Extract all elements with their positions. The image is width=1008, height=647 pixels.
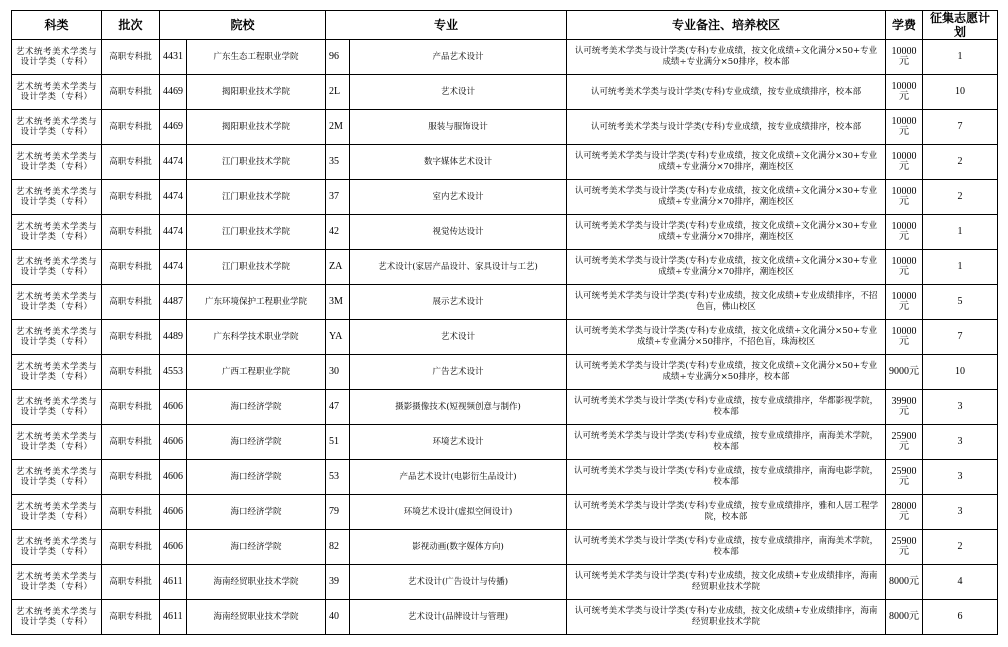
major-name-cell: 环境艺术设计(虚拟空间设计) <box>350 495 567 530</box>
major-name-cell: 广告艺术设计 <box>350 355 567 390</box>
header-fee: 学费 <box>886 11 923 40</box>
plan-count-cell: 5 <box>923 285 998 320</box>
school-name-cell: 海南经贸职业技术学院 <box>187 600 326 635</box>
category-cell: 艺术统考美术学类与设计学类（专科） <box>12 530 102 565</box>
school-name-cell: 揭阳职业技术学院 <box>187 110 326 145</box>
header-plan: 征集志愿计划 <box>923 11 998 40</box>
table-row <box>12 425 998 460</box>
plan-count-cell: 3 <box>923 495 998 530</box>
plan-count-cell: 3 <box>923 425 998 460</box>
plan-count-cell: 1 <box>923 40 998 75</box>
tuition-fee-cell: 39900元 <box>886 390 923 425</box>
batch-cell: 高职专科批 <box>102 180 160 215</box>
category-cell: 艺术统考美术学类与设计学类（专科） <box>12 40 102 75</box>
major-code-cell: 35 <box>326 145 350 180</box>
tuition-fee-cell: 9000元 <box>886 355 923 390</box>
school-code-cell: 4487 <box>160 285 187 320</box>
plan-count-cell: 3 <box>923 460 998 495</box>
major-code-cell: YA <box>326 320 350 355</box>
table-body <box>12 40 998 635</box>
plan-count-cell: 2 <box>923 530 998 565</box>
school-name-cell: 揭阳职业技术学院 <box>187 75 326 110</box>
plan-count-cell: 7 <box>923 320 998 355</box>
category-cell: 艺术统考美术学类与设计学类（专科） <box>12 355 102 390</box>
major-code-cell: 2M <box>326 110 350 145</box>
plan-count-cell: 1 <box>923 250 998 285</box>
major-name-cell: 环境艺术设计 <box>350 425 567 460</box>
category-cell: 艺术统考美术学类与设计学类（专科） <box>12 390 102 425</box>
tuition-fee-cell: 10000元 <box>886 320 923 355</box>
major-note-cell: 认可统考美术学类与设计学类(专科)专业成绩，按文化成绩÷文化满分×50+专业成绩÷专业满分×50排序，不招色盲，珠海校区 <box>567 320 886 355</box>
plan-count-cell: 3 <box>923 390 998 425</box>
school-code-cell: 4431 <box>160 40 187 75</box>
major-code-cell: 79 <box>326 495 350 530</box>
plan-count-cell: 2 <box>923 145 998 180</box>
major-code-cell: ZA <box>326 250 350 285</box>
batch-cell: 高职专科批 <box>102 285 160 320</box>
major-code-cell: 30 <box>326 355 350 390</box>
category-cell: 艺术统考美术学类与设计学类（专科） <box>12 180 102 215</box>
plan-count-cell: 6 <box>923 600 998 635</box>
major-code-cell: 51 <box>326 425 350 460</box>
table-header-row <box>12 11 998 40</box>
table-row <box>12 40 998 75</box>
major-note-cell: 认可统考美术学类与设计学类(专科)专业成绩，按文化成绩÷文化满分×30+专业成绩÷专业满分×70排序，潮连校区 <box>567 180 886 215</box>
school-code-cell: 4474 <box>160 180 187 215</box>
batch-cell: 高职专科批 <box>102 565 160 600</box>
tuition-fee-cell: 10000元 <box>886 180 923 215</box>
tuition-fee-cell: 10000元 <box>886 285 923 320</box>
table-row <box>12 320 998 355</box>
major-note-cell: 认可统考美术学类与设计学类(专科)专业成绩，按文化成绩÷文化满分×30+专业成绩÷专业满分×70排序，潮连校区 <box>567 145 886 180</box>
batch-cell: 高职专科批 <box>102 460 160 495</box>
table-row <box>12 215 998 250</box>
major-note-cell: 认可统考美术学类与设计学类(专科)专业成绩，按专业成绩排序，南海美术学院，校本部 <box>567 530 886 565</box>
school-code-cell: 4474 <box>160 215 187 250</box>
header-batch: 批次 <box>102 11 160 40</box>
major-note-cell: 认可统考美术学类与设计学类(专科)专业成绩，按文化成绩÷文化满分×50+专业成绩÷专业满分×50排序，校本部 <box>567 355 886 390</box>
category-cell: 艺术统考美术学类与设计学类（专科） <box>12 495 102 530</box>
school-code-cell: 4611 <box>160 565 187 600</box>
school-name-cell: 海口经济学院 <box>187 425 326 460</box>
major-name-cell: 展示艺术设计 <box>350 285 567 320</box>
table-row <box>12 110 998 145</box>
major-note-cell: 认可统考美术学类与设计学类(专科)专业成绩，按专业成绩排序，华都影视学院，校本部 <box>567 390 886 425</box>
school-code-cell: 4489 <box>160 320 187 355</box>
major-name-cell: 室内艺术设计 <box>350 180 567 215</box>
header-category: 科类 <box>12 11 102 40</box>
major-code-cell: 82 <box>326 530 350 565</box>
major-code-cell: 3M <box>326 285 350 320</box>
plan-count-cell: 10 <box>923 75 998 110</box>
batch-cell: 高职专科批 <box>102 215 160 250</box>
tuition-fee-cell: 8000元 <box>886 565 923 600</box>
major-note-cell: 认可统考美术学类与设计学类(专科)专业成绩，按文化成绩+专业成绩排序，海南经贸职业技术学院 <box>567 600 886 635</box>
major-note-cell: 认可统考美术学类与设计学类(专科)专业成绩，按文化成绩÷文化满分×50+专业成绩÷专业满分×50排序，校本部 <box>567 40 886 75</box>
header-major: 专业 <box>326 11 567 40</box>
school-name-cell: 江门职业技术学院 <box>187 180 326 215</box>
tuition-fee-cell: 25900元 <box>886 460 923 495</box>
major-name-cell: 影视动画(数字媒体方向) <box>350 530 567 565</box>
category-cell: 艺术统考美术学类与设计学类（专科） <box>12 600 102 635</box>
school-name-cell: 江门职业技术学院 <box>187 145 326 180</box>
school-name-cell: 海南经贸职业技术学院 <box>187 565 326 600</box>
major-code-cell: 53 <box>326 460 350 495</box>
major-name-cell: 产品艺术设计(电影衍生品设计) <box>350 460 567 495</box>
major-name-cell: 产品艺术设计 <box>350 40 567 75</box>
batch-cell: 高职专科批 <box>102 250 160 285</box>
table-row <box>12 250 998 285</box>
tuition-fee-cell: 28000元 <box>886 495 923 530</box>
category-cell: 艺术统考美术学类与设计学类（专科） <box>12 565 102 600</box>
major-code-cell: 40 <box>326 600 350 635</box>
batch-cell: 高职专科批 <box>102 40 160 75</box>
school-code-cell: 4469 <box>160 110 187 145</box>
school-code-cell: 4474 <box>160 250 187 285</box>
major-name-cell: 艺术设计(广告设计与传播) <box>350 565 567 600</box>
plan-count-cell: 2 <box>923 180 998 215</box>
tuition-fee-cell: 25900元 <box>886 530 923 565</box>
tuition-fee-cell: 8000元 <box>886 600 923 635</box>
school-name-cell: 海口经济学院 <box>187 530 326 565</box>
school-name-cell: 广东环境保护工程职业学院 <box>187 285 326 320</box>
major-note-cell: 认可统考美术学类与设计学类(专科)专业成绩，按文化成绩+专业成绩排序，不招色盲，佛山校区 <box>567 285 886 320</box>
major-name-cell: 艺术设计 <box>350 320 567 355</box>
plan-count-cell: 7 <box>923 110 998 145</box>
tuition-fee-cell: 10000元 <box>886 250 923 285</box>
category-cell: 艺术统考美术学类与设计学类（专科） <box>12 215 102 250</box>
table-row <box>12 460 998 495</box>
school-name-cell: 江门职业技术学院 <box>187 215 326 250</box>
tuition-fee-cell: 10000元 <box>886 110 923 145</box>
batch-cell: 高职专科批 <box>102 600 160 635</box>
school-code-cell: 4606 <box>160 495 187 530</box>
header-school: 院校 <box>160 11 326 40</box>
school-code-cell: 4606 <box>160 425 187 460</box>
table-row <box>12 530 998 565</box>
batch-cell: 高职专科批 <box>102 145 160 180</box>
category-cell: 艺术统考美术学类与设计学类（专科） <box>12 425 102 460</box>
school-name-cell: 广东生态工程职业学院 <box>187 40 326 75</box>
batch-cell: 高职专科批 <box>102 110 160 145</box>
major-name-cell: 艺术设计(品牌设计与管理) <box>350 600 567 635</box>
major-note-cell: 认可统考美术学类与设计学类(专科)专业成绩，按文化成绩÷文化满分×30+专业成绩÷专业满分×70排序，潮连校区 <box>567 215 886 250</box>
table-row <box>12 285 998 320</box>
school-code-cell: 4469 <box>160 75 187 110</box>
major-code-cell: 42 <box>326 215 350 250</box>
major-note-cell: 认可统考美术学类与设计学类(专科)专业成绩，按文化成绩÷文化满分×30+专业成绩÷专业满分×70排序，潮连校区 <box>567 250 886 285</box>
plan-count-cell: 4 <box>923 565 998 600</box>
category-cell: 艺术统考美术学类与设计学类（专科） <box>12 145 102 180</box>
major-code-cell: 2L <box>326 75 350 110</box>
admission-table-document <box>11 10 997 635</box>
batch-cell: 高职专科批 <box>102 425 160 460</box>
category-cell: 艺术统考美术学类与设计学类（专科） <box>12 460 102 495</box>
major-code-cell: 47 <box>326 390 350 425</box>
batch-cell: 高职专科批 <box>102 390 160 425</box>
batch-cell: 高职专科批 <box>102 320 160 355</box>
tuition-fee-cell: 25900元 <box>886 425 923 460</box>
major-name-cell: 艺术设计 <box>350 75 567 110</box>
major-code-cell: 37 <box>326 180 350 215</box>
table-row <box>12 145 998 180</box>
category-cell: 艺术统考美术学类与设计学类（专科） <box>12 110 102 145</box>
header-note: 专业备注、培养校区 <box>567 11 886 40</box>
tuition-fee-cell: 10000元 <box>886 75 923 110</box>
school-name-cell: 广东科学技术职业学院 <box>187 320 326 355</box>
table-row <box>12 75 998 110</box>
school-name-cell: 广西工程职业学院 <box>187 355 326 390</box>
major-note-cell: 认可统考美术学类与设计学类(专科)专业成绩，按专业成绩排序，南海美术学院，校本部 <box>567 425 886 460</box>
tuition-fee-cell: 10000元 <box>886 145 923 180</box>
school-name-cell: 海口经济学院 <box>187 495 326 530</box>
school-code-cell: 4474 <box>160 145 187 180</box>
major-note-cell: 认可统考美术学类与设计学类(专科)专业成绩，按专业成绩排序，雅和人居工程学院，校本部 <box>567 495 886 530</box>
school-code-cell: 4606 <box>160 530 187 565</box>
major-name-cell: 服装与服饰设计 <box>350 110 567 145</box>
table-row <box>12 390 998 425</box>
batch-cell: 高职专科批 <box>102 75 160 110</box>
major-note-cell: 认可统考美术学类与设计学类(专科)专业成绩，按文化成绩+专业成绩排序，海南经贸职业技术学院 <box>567 565 886 600</box>
category-cell: 艺术统考美术学类与设计学类（专科） <box>12 285 102 320</box>
table-row <box>12 565 998 600</box>
batch-cell: 高职专科批 <box>102 530 160 565</box>
major-name-cell: 数字媒体艺术设计 <box>350 145 567 180</box>
table-row <box>12 600 998 635</box>
school-name-cell: 海口经济学院 <box>187 390 326 425</box>
plan-count-cell: 1 <box>923 215 998 250</box>
school-code-cell: 4606 <box>160 390 187 425</box>
school-code-cell: 4606 <box>160 460 187 495</box>
major-name-cell: 摄影摄像技术(短视频创意与制作) <box>350 390 567 425</box>
major-name-cell: 艺术设计(家居产品设计、家具设计与工艺) <box>350 250 567 285</box>
table-row <box>12 495 998 530</box>
major-note-cell: 认可统考美术学类与设计学类(专科)专业成绩，按专业成绩排序，南海电影学院，校本部 <box>567 460 886 495</box>
batch-cell: 高职专科批 <box>102 495 160 530</box>
category-cell: 艺术统考美术学类与设计学类（专科） <box>12 320 102 355</box>
major-code-cell: 39 <box>326 565 350 600</box>
major-note-cell: 认可统考美术学类与设计学类(专科)专业成绩，按专业成绩排序，校本部 <box>567 110 886 145</box>
major-code-cell: 96 <box>326 40 350 75</box>
major-name-cell: 视觉传达设计 <box>350 215 567 250</box>
major-note-cell: 认可统考美术学类与设计学类(专科)专业成绩，按专业成绩排序，校本部 <box>567 75 886 110</box>
tuition-fee-cell: 10000元 <box>886 215 923 250</box>
school-name-cell: 江门职业技术学院 <box>187 250 326 285</box>
table-row <box>12 180 998 215</box>
school-code-cell: 4611 <box>160 600 187 635</box>
tuition-fee-cell: 10000元 <box>886 40 923 75</box>
admission-table <box>11 10 998 635</box>
plan-count-cell: 10 <box>923 355 998 390</box>
category-cell: 艺术统考美术学类与设计学类（专科） <box>12 250 102 285</box>
category-cell: 艺术统考美术学类与设计学类（专科） <box>12 75 102 110</box>
school-code-cell: 4553 <box>160 355 187 390</box>
school-name-cell: 海口经济学院 <box>187 460 326 495</box>
batch-cell: 高职专科批 <box>102 355 160 390</box>
table-row <box>12 355 998 390</box>
